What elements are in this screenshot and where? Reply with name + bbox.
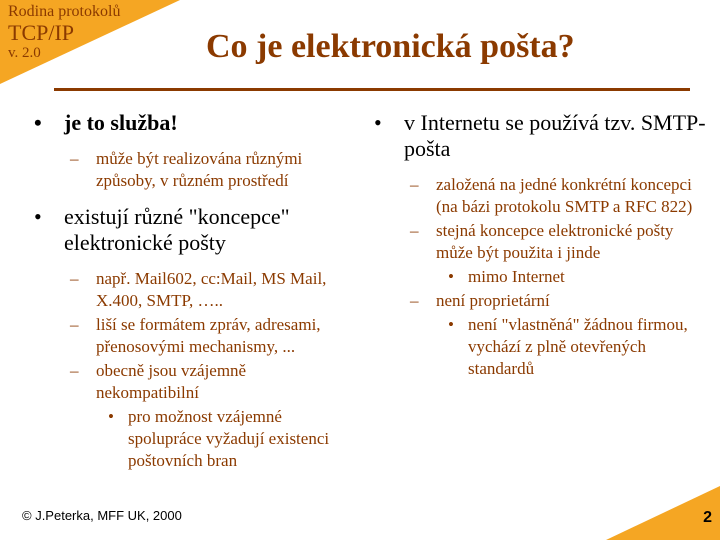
bullet-marker: • xyxy=(374,110,382,135)
bullet-item xyxy=(30,110,350,136)
dash-item xyxy=(30,268,350,312)
bullet-marker: • xyxy=(448,267,454,286)
bullet-marker: • xyxy=(34,204,42,229)
sub-bullet-text: není "vlastněná" žádnou firmou, vychází z plně otevřených standardů xyxy=(468,315,688,378)
sub-bullet-item xyxy=(370,314,710,380)
page-number: 2 xyxy=(703,509,712,526)
dash-text: obecně jsou vzájemně nekompatibilní xyxy=(96,361,247,402)
bullet-marker: • xyxy=(34,110,42,135)
dash-marker: – xyxy=(70,269,79,288)
dash-marker: – xyxy=(70,315,79,334)
dash-item xyxy=(370,174,710,218)
sub-bullet-item xyxy=(370,266,710,288)
dash-marker: – xyxy=(410,291,419,310)
bullet-text: existují různé "koncepce" elektronické pošty xyxy=(64,204,290,255)
sub-bullet-text: pro možnost vzájemné spolupráce vyžadují existenci poštovních bran xyxy=(128,407,330,470)
dash-item xyxy=(370,290,710,312)
left-column xyxy=(30,110,350,474)
brand-version: v. 2.0 xyxy=(8,45,41,61)
bullet-marker: • xyxy=(448,315,454,334)
dash-text: založená na jedné konkrétní koncepci (na bázi protokolu SMTP a RFC 822) xyxy=(436,175,693,216)
dash-text: liší se formátem zpráv, adresami, přenosovými mechanismy, ... xyxy=(96,315,321,356)
dash-marker: – xyxy=(70,149,79,168)
dash-text: není proprietární xyxy=(436,291,550,310)
title-divider xyxy=(54,88,690,91)
footer-copyright: © J.Peterka, MFF UK, 2000 xyxy=(22,508,182,523)
dash-text: např. Mail602, cc:Mail, MS Mail, X.400, SMTP, ….. xyxy=(96,269,327,310)
bullet-item xyxy=(30,204,350,256)
dash-item xyxy=(30,360,350,404)
sub-bullet-text: mimo Internet xyxy=(468,267,565,286)
dash-marker: – xyxy=(70,361,79,380)
brand-series: Rodina protokolů xyxy=(8,3,121,20)
bullet-marker: • xyxy=(108,407,114,426)
dash-item xyxy=(370,220,710,264)
slide-title: Co je elektronická pošta? xyxy=(206,28,575,65)
dash-text: může být realizována různými způsoby, v různém prostředí xyxy=(96,149,303,190)
dash-marker: – xyxy=(410,221,419,240)
brand-topic: TCP/IP xyxy=(8,20,75,45)
brand-block xyxy=(8,4,120,61)
dash-item xyxy=(30,314,350,358)
dash-marker: – xyxy=(410,175,419,194)
sub-bullet-item xyxy=(30,406,350,472)
dash-item xyxy=(30,148,350,192)
right-column xyxy=(370,110,710,382)
bullet-text: je to služba! xyxy=(64,110,178,135)
dash-text: stejná koncepce elektronické pošty může být použita i jinde xyxy=(436,221,674,262)
bullet-text: v Internetu se používá tzv. SMTP-pošta xyxy=(404,110,706,161)
bullet-item xyxy=(370,110,710,162)
